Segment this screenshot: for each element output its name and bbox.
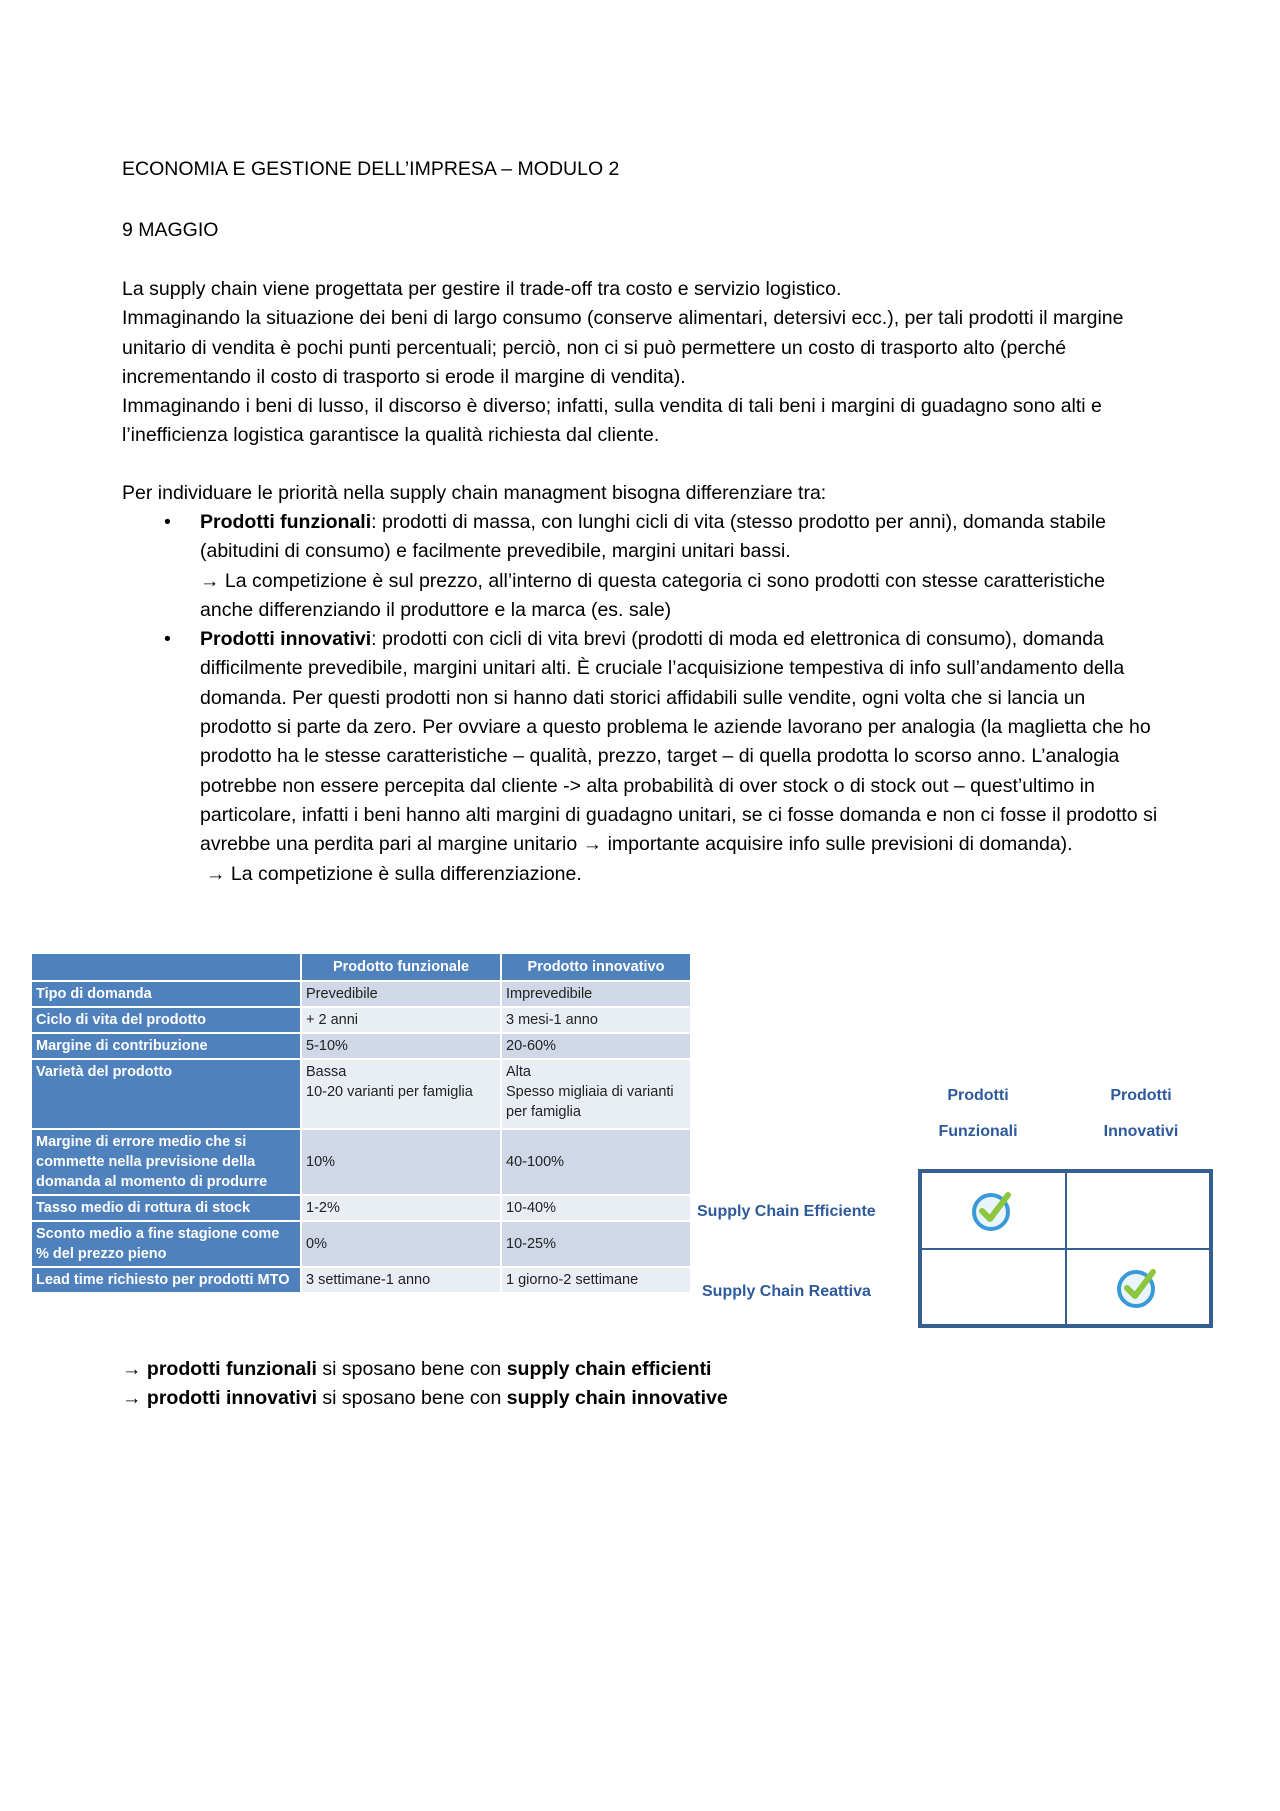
table-row [31, 1059, 691, 1129]
table-cell-innovativo: 10-40% [501, 1195, 691, 1221]
table-cell-innovativo: Alta Spesso migliaia di varianti per famiglia [501, 1059, 691, 1129]
matrix-col-header-line: Funzionali [938, 1123, 1018, 1140]
matrix-col-header-innovativi [1066, 1078, 1216, 1150]
table-cell-funzionale: 0% [301, 1221, 501, 1267]
table-cell-funzionale: + 2 anni [301, 1007, 501, 1033]
conclusion-tail: supply chain innovative [506, 1387, 728, 1410]
product-types-list [122, 508, 1162, 889]
list-item-term: Prodotti funzionali [200, 511, 372, 533]
table-row [31, 1007, 691, 1033]
intro-paragraphs [122, 275, 1162, 451]
table-cell-funzionale: 1-2% [301, 1195, 501, 1221]
conclusions [122, 1355, 1162, 1414]
check-circle-icon [1115, 1264, 1161, 1310]
list-item [122, 508, 1162, 625]
arrow-right-icon: → [122, 1358, 142, 1380]
table-cell-innovativo: 1 giorno-2 settimane [501, 1267, 691, 1293]
date-heading: 9 MAGGIO [122, 219, 219, 241]
matrix-cell-reattiva-innovativi [1066, 1249, 1211, 1326]
table-cell-innovativo: 3 mesi-1 anno [501, 1007, 691, 1033]
table-cell-funzionale: Prevedibile [301, 981, 501, 1007]
table-row-label: Margine di contribuzione [31, 1033, 301, 1059]
bullets-lead-text: Per individuare le priorità nella supply chain managment bisogna differenziare tra: [122, 482, 827, 504]
table-cell-funzionale: Bassa 10-20 varianti per famiglia [301, 1059, 501, 1129]
table-cell-funzionale: 10% [301, 1129, 501, 1195]
table-cell-innovativo: 40-100% [501, 1129, 691, 1195]
conclusion-term: prodotti innovativi [146, 1387, 317, 1410]
matrix-grid [918, 1169, 1213, 1328]
conclusion-mid: si sposano bene con [317, 1387, 507, 1410]
table-cell-funzionale: 5-10% [301, 1033, 501, 1059]
intro-paragraph: Immaginando i beni di lusso, il discorso è diverso; infatti, sulla vendita di tali beni i margini di guadagno sono alti e l’inefficienza logistica garantisce la qualità richiesta dal cliente. [122, 395, 1102, 447]
intro-paragraph: Immaginando la situazione dei beni di largo consumo (conserve alimentari, detersivi ecc.), per tali prodotti il margine unitario di vendita è pochi punti percentuali; perciò, non ci si può permettere un costo di trasporto alto (perché incrementando il costo di trasporto si erode il margine di vendita). [122, 307, 1124, 388]
list-item-term: Prodotti innovativi [200, 628, 372, 651]
matrix-col-header-line: Prodotti [1110, 1087, 1172, 1104]
table-cell-funzionale: 3 settimane-1 anno [301, 1267, 501, 1293]
conclusion-tail: supply chain efficienti [506, 1358, 712, 1380]
matrix-row-header-efficiente: Supply Chain Efficiente [697, 1203, 876, 1220]
table-row [31, 1267, 691, 1293]
list-item-note [200, 860, 1162, 889]
table-row-label: Tasso medio di rottura di stock [31, 1195, 301, 1221]
matrix-col-header-line: Prodotti [947, 1087, 1009, 1104]
table-row [31, 1195, 691, 1221]
arrow-right-icon: → [206, 862, 226, 885]
list-item-text: : prodotti con cicli di vita brevi (prodotti di moda ed elettronica di consumo), domanda difficilmente prevedibile, margini unitari alti. È cruciale l’acquisizione tempestiva di info sull’andamento della domanda. Per questi prodotti non si hanno dati storici affidabili sulle vendite, ogni volta che si lancia un prodotto si parte da zero. Per ovviare a questo problema le aziende lavorano per analogia (la maglietta che ho prodotto ha le stesse caratteristiche – qualità, prezzo, target – di quella prodotta lo scorso anno. L’analogia potrebbe non essere percepita dal cliente -> alta probabilità di over stock o di stock out – quest’ultimo in particolare, infatti i beni hanno alti margini di guadagno unitari, se ci fosse domanda e non ci fosse il prodotto si avrebbe una perdita pari al margine unitario [200, 628, 1158, 856]
matrix-row-header-reattiva: Supply Chain Reattiva [702, 1283, 871, 1300]
matrix-col-header-funzionali [903, 1078, 1053, 1150]
bullet-icon: • [164, 628, 171, 651]
table-row [31, 1129, 691, 1195]
table-row-label: Ciclo di vita del prodotto [31, 1007, 301, 1033]
matrix-cell-efficiente-innovativi [1066, 1172, 1211, 1249]
arrow-right-icon: → [200, 569, 220, 592]
table-row [31, 1221, 691, 1267]
list-item-note [200, 567, 1162, 626]
table-row [31, 1033, 691, 1059]
table-row-label: Margine di errore medio che si commette nella previsione della domanda al momento di produrre [31, 1129, 301, 1195]
bullets-lead [122, 479, 1162, 508]
list-item [122, 625, 1162, 889]
conclusion-line [122, 1355, 1162, 1384]
matrix-col-header-line: Innovativi [1103, 1123, 1179, 1140]
page-title: ECONOMIA E GESTIONE DELL’IMPRESA – MODULO 2 [122, 158, 620, 180]
table-row-label: Sconto medio a fine stagione come % del prezzo pieno [31, 1221, 301, 1267]
table-row [31, 981, 691, 1007]
list-item-text-tail: importante acquisire info sulle previsioni di domanda). [607, 833, 1073, 856]
list-item-text: : prodotti di massa, con lunghi cicli di vita (stesso prodotto per anni), domanda stabile (abitudini di consumo) e facilmente prevedibile, margini unitari bassi. [200, 511, 1107, 563]
table-cell-innovativo: Imprevedibile [501, 981, 691, 1007]
table-cell-innovativo: 10-25% [501, 1221, 691, 1267]
list-item-note-text: La competizione è sulla differenziazione. [230, 862, 582, 885]
table-header-funzionale: Prodotto funzionale [301, 953, 501, 981]
conclusion-line [122, 1384, 1162, 1413]
table-cell-innovativo: 20-60% [501, 1033, 691, 1059]
table-header-innovativo: Prodotto innovativo [501, 953, 691, 981]
bullet-icon: • [164, 511, 171, 533]
conclusion-term: prodotti funzionali [146, 1358, 317, 1380]
arrow-right-icon: → [122, 1387, 142, 1410]
check-circle-icon [970, 1187, 1016, 1233]
arrow-right-icon: → [582, 833, 603, 856]
matrix-cell-reattiva-funzionali [921, 1249, 1066, 1326]
table-row-label: Varietà del prodotto [31, 1059, 301, 1129]
table-header-row [31, 953, 691, 981]
intro-paragraph: La supply chain viene progettata per gestire il trade-off tra costo e servizio logistico. [122, 278, 842, 300]
table-row-label: Tipo di domanda [31, 981, 301, 1007]
matrix-cell-efficiente-funzionali [921, 1172, 1066, 1249]
list-item-note-text: La competizione è sul prezzo, all’interno di questa categoria ci sono prodotti con stesse caratteristiche anche differenziando il produttore e la marca (es. sale) [200, 569, 1106, 621]
table-row-label: Lead time richiesto per prodotti MTO [31, 1267, 301, 1293]
table-corner-cell [31, 953, 301, 981]
conclusion-mid: si sposano bene con [316, 1358, 507, 1380]
comparison-table [30, 952, 692, 1294]
